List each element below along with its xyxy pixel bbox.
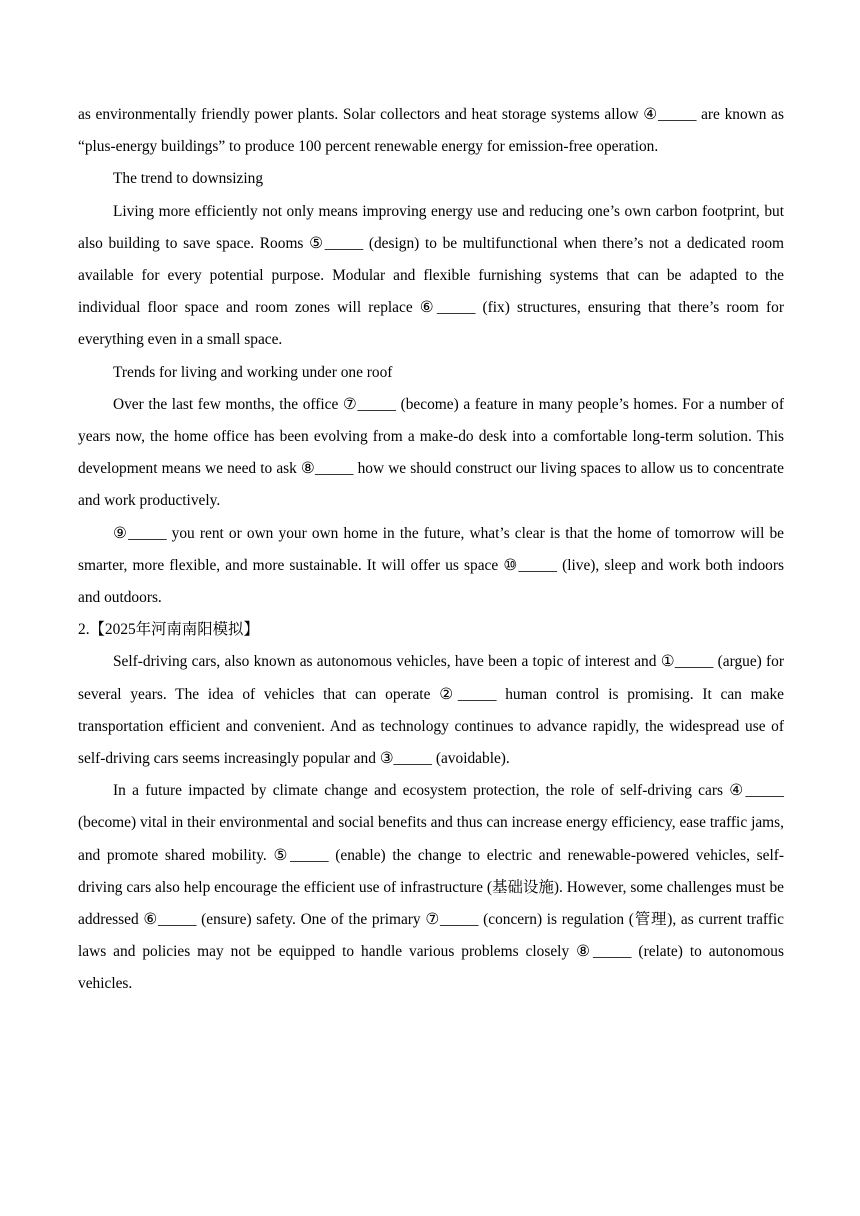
passage-paragraph: In a future impacted by climate change and ecosystem protection, the role of self-driving cars ④_____ (become) vital in their environmental and social benefits and thus can increase energy efficiency, ease traffic jams, and promote shared mobility. ⑤_____ (enable) the change to electric and renewable-powered vehicles, self-driving cars also help encourage the efficient use of infrastructure (基础设施). However, some challenges must be addressed ⑥_____ (ensure) safety. One of the primary ⑦_____ (concern) is regulation (管理), as current traffic laws and policies may not be equipped to handle various problems closely ⑧_____ (relate) to autonomous vehicles. — [78, 782, 784, 993]
passage-paragraph: Over the last few months, the office ⑦_____ (become) a feature in many people’s homes. For a number of years now, the home office has been evolving from a make-do desk into a comfortable long-term solution. This development means we need to ask ⑧_____ how we should construct our living spaces to allow us to concentrate and work productively. — [78, 395, 784, 510]
passage-paragraph: Self-driving cars, also known as autonomous vehicles, have been a topic of interest and ①_____ (argue) for several years. The idea of vehicles that can operate ②_____ human control is promising. It can make transportation efficient and convenient. And as technology continues to advance rapidly, the widespread use of self-driving cars seems increasingly popular and ③_____ (avoidable). — [78, 653, 784, 768]
passage-paragraph: as environmentally friendly power plants. Solar collectors and heat storage systems allow ④_____ are known as “plus-energy buildings” to produce 100 percent renewable energy for emission-free operation. — [78, 106, 784, 156]
section-heading: Trends for living and working under one roof — [113, 363, 393, 381]
passage-paragraph: Living more efficiently not only means improving energy use and reducing one’s own carbon footprint, but also building to save space. Rooms ⑤_____ (design) to be multifunctional when there’s not a dedicated room available for every potential purpose. Modular and flexible furnishing systems that can be adapted to the individual floor space and room zones will replace ⑥_____ (fix) structures, ensuring that there’s room for everything even in a small space. — [78, 202, 784, 349]
document-body — [78, 99, 784, 1001]
passage-paragraph: ⑨_____ you rent or own your own home in the future, what’s clear is that the home of tomorrow will be smarter, more flexible, and more sustainable. It will offer us space ⑩_____ (live), sleep and work both indoors and outdoors. — [78, 524, 784, 607]
question-title: 2.【2025年河南南阳模拟】 — [78, 621, 259, 639]
section-heading: The trend to downsizing — [113, 170, 264, 188]
